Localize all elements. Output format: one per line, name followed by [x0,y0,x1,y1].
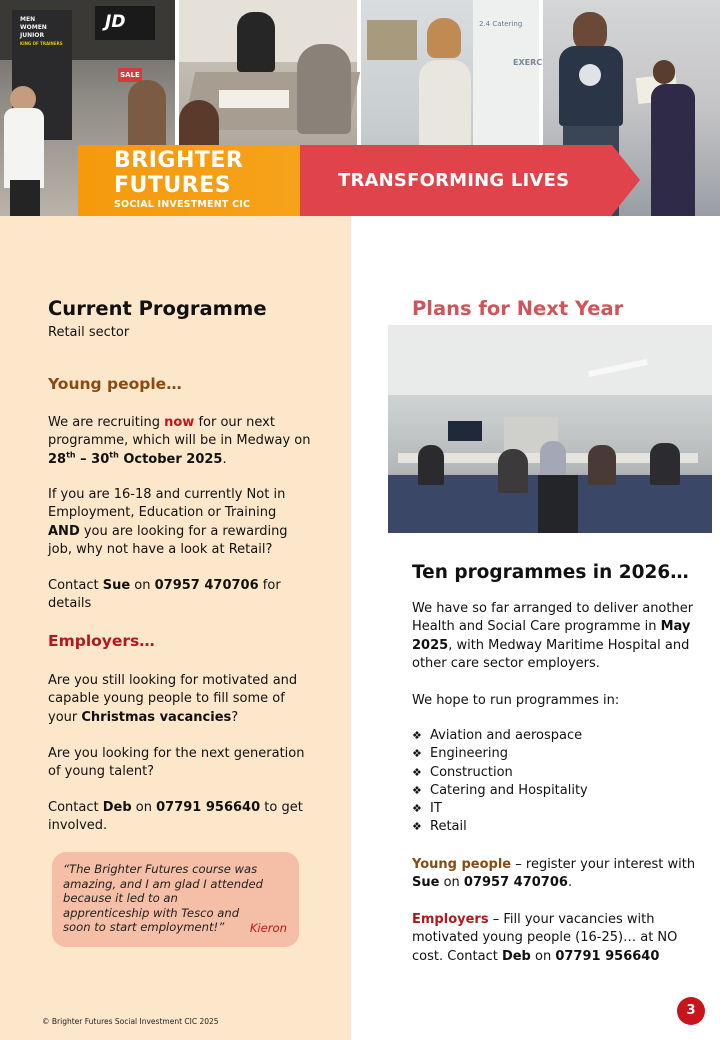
contact-deb-paragraph: Contact Deb on 07791 956640 to get involved. [48,800,303,834]
hope-paragraph: We hope to run programmes in: [412,693,620,708]
header-photo-strip [0,0,720,216]
ten-programmes-title: Ten programmes in 2026… [412,562,689,583]
employers-paragraph: Are you still looking for motivated and capable young people to fill some of your Christmas vacancies? [48,673,298,725]
store-directory: MEN WOMEN JUNIOR KING OF TRAINERS [20,16,63,46]
diamond-bullet-icon: ❖ [412,802,422,816]
contact-sue-paragraph: Contact Sue on 07957 470706 for details [48,578,281,612]
plans-title: Plans for Next Year [412,297,624,320]
neet-paragraph: If you are 16-18 and currently Not in Employment, Education or Training AND you are looking for a rewarding job, why not have a look at Retail? [48,487,288,557]
diamond-bullet-icon: ❖ [412,783,422,797]
quote-author: Kieron [249,921,287,935]
brand-logo: BRIGHTER FUTURES SOCIAL INVESTMENT CIC [114,148,251,210]
programme-list [412,727,588,837]
list-item: ❖ IT [412,800,588,818]
list-item: ❖ Catering and Hospitality [412,782,588,800]
talent-paragraph: Are you looking for the next generation of young talent? [48,746,305,780]
diamond-bullet-icon: ❖ [412,747,422,761]
diamond-bullet-icon: ❖ [412,729,422,742]
employers-heading: Employers… [48,632,155,650]
testimonial-quote [52,852,299,947]
copyright: © Brighter Futures Social Investment CIC 2025 [42,1017,219,1026]
quote-text: “The Brighter Futures course was amazing, and I am glad I attended because it led to an apprenticeship with Tesco and soon to start employment!” [63,862,263,935]
diamond-bullet-icon: ❖ [412,820,422,834]
employers-fill-vacancies: Employers – Fill your vacancies with motivated young people (16-25)… at NO cost. Contact Deb on 07791 956640 [412,912,678,964]
health-care-paragraph: We have so far arranged to deliver another Health and Social Care programme in May 2025, with Medway Maritime Hospital and other care sector employers. [412,601,694,671]
list-item: ❖ Construction [412,764,588,782]
list-item: ❖ Retail [412,818,588,836]
diamond-bullet-icon: ❖ [412,765,422,779]
photo-trainer: 2.4 Catering EXERC [361,0,539,216]
sale-sign: SALE [118,68,142,82]
recruit-paragraph: We are recruiting now for our next programme, which will be in Medway on 28th – 30th October 2025. [48,415,311,467]
current-programme-subtitle: Retail sector [48,325,130,340]
page-number: 3 [677,997,705,1025]
tagline: TRANSFORMING LIVES [338,170,570,191]
young-people-heading: Young people… [48,375,182,393]
list-item: ❖ Engineering [412,745,588,763]
young-people-register: Young people – register your interest with Sue on 07957 470706. [412,857,696,891]
training-room-photo [388,325,712,533]
current-programme-title: Current Programme [48,297,267,320]
list-item: ❖ Aviation and aerospace [412,727,588,745]
jd-sign: JD [105,12,126,32]
